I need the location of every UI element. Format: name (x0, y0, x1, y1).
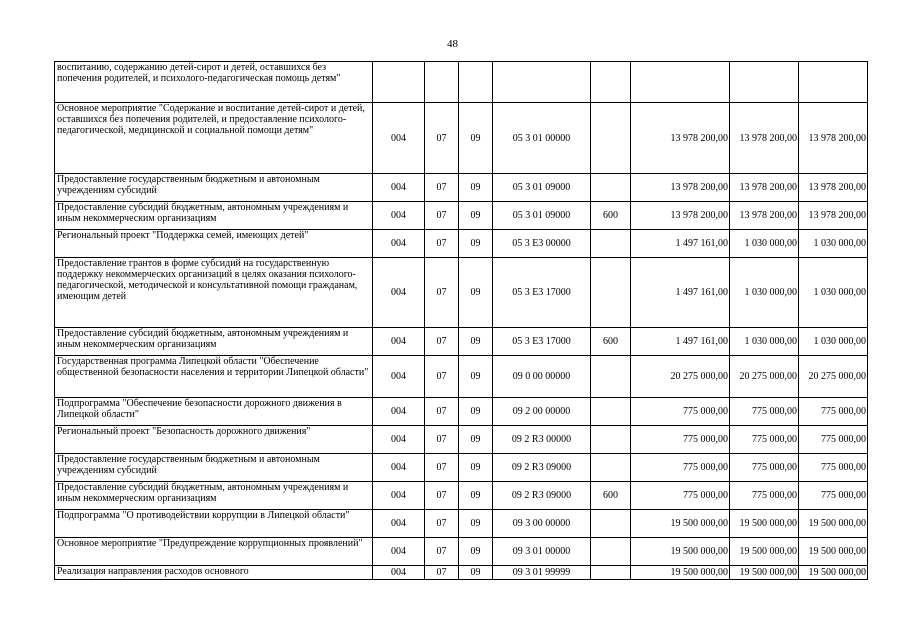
target-article-cell: 09 0 00 00000 (493, 356, 591, 398)
table-row (55, 356, 868, 398)
table-row (55, 328, 868, 356)
target-article-cell (493, 62, 591, 103)
section-code-cell: 07 (425, 328, 459, 356)
expense-type-cell (591, 62, 631, 103)
amount-year1-cell: 775 000,00 (631, 482, 730, 510)
target-article-cell: 09 2 R3 00000 (493, 426, 591, 454)
target-article-cell: 05 3 01 09000 (493, 202, 591, 230)
target-article-cell: 09 2 R3 09000 (493, 454, 591, 482)
table-row (55, 103, 868, 174)
table-row (55, 230, 868, 258)
amount-year3-cell: 775 000,00 (799, 454, 868, 482)
amount-year3-cell: 13 978 200,00 (799, 174, 868, 202)
row-name-cell: Предоставление субсидий бюджетным, автономным учреждениям и иным некоммерческим организациям (55, 202, 373, 230)
amount-year2-cell (730, 62, 799, 103)
admin-code-cell: 004 (373, 510, 425, 538)
expense-type-cell (591, 566, 631, 580)
subsection-code-cell: 09 (459, 103, 493, 174)
target-article-cell: 05 3 01 09000 (493, 174, 591, 202)
subsection-code-cell: 09 (459, 538, 493, 566)
section-code-cell: 07 (425, 538, 459, 566)
amount-year2-cell: 775 000,00 (730, 398, 799, 426)
row-name-cell: Реализация направления расходов основного (55, 566, 373, 580)
amount-year2-cell: 19 500 000,00 (730, 566, 799, 580)
table-row (55, 566, 868, 580)
amount-year2-cell: 1 030 000,00 (730, 258, 799, 328)
subsection-code-cell: 09 (459, 230, 493, 258)
subsection-code-cell: 09 (459, 328, 493, 356)
table-row (55, 482, 868, 510)
expense-type-cell (591, 258, 631, 328)
expense-type-cell (591, 510, 631, 538)
admin-code-cell: 004 (373, 202, 425, 230)
row-name-cell: Предоставление субсидий бюджетным, автономным учреждениям и иным некоммерческим организациям (55, 328, 373, 356)
amount-year2-cell: 13 978 200,00 (730, 174, 799, 202)
expense-type-cell (591, 174, 631, 202)
section-code-cell: 07 (425, 174, 459, 202)
row-name-cell: Предоставление государственным бюджетным и автономным учреждениям субсидий (55, 174, 373, 202)
amount-year3-cell: 20 275 000,00 (799, 356, 868, 398)
row-name-cell: Предоставление грантов в форме субсидий на государственную поддержку некоммерческих организаций в целях оказания психолого-педагогической, методической и консультативной помощи гражданам, имеющим детей (55, 258, 373, 328)
admin-code-cell: 004 (373, 103, 425, 174)
expense-type-cell (591, 426, 631, 454)
target-article-cell: 09 3 01 00000 (493, 538, 591, 566)
amount-year3-cell: 1 030 000,00 (799, 230, 868, 258)
row-name-cell: Подпрограмма "Обеспечение безопасности дорожного движения в Липецкой области" (55, 398, 373, 426)
amount-year1-cell: 19 500 000,00 (631, 510, 730, 538)
amount-year2-cell: 13 978 200,00 (730, 202, 799, 230)
target-article-cell: 05 3 01 00000 (493, 103, 591, 174)
admin-code-cell: 004 (373, 398, 425, 426)
amount-year3-cell: 19 500 000,00 (799, 510, 868, 538)
subsection-code-cell: 09 (459, 356, 493, 398)
amount-year1-cell: 13 978 200,00 (631, 174, 730, 202)
row-name-cell: Предоставление государственным бюджетным и автономным учреждениям субсидий (55, 454, 373, 482)
table-body (55, 62, 868, 580)
subsection-code-cell (459, 62, 493, 103)
expense-type-cell: 600 (591, 328, 631, 356)
expense-type-cell (591, 356, 631, 398)
subsection-code-cell: 09 (459, 202, 493, 230)
amount-year3-cell: 775 000,00 (799, 398, 868, 426)
amount-year1-cell: 19 500 000,00 (631, 566, 730, 580)
admin-code-cell: 004 (373, 538, 425, 566)
budget-table (54, 61, 868, 580)
subsection-code-cell: 09 (459, 482, 493, 510)
row-name-cell: Предоставление субсидий бюджетным, автономным учреждениям и иным некоммерческим организациям (55, 482, 373, 510)
subsection-code-cell: 09 (459, 258, 493, 328)
table-row (55, 62, 868, 103)
section-code-cell: 07 (425, 510, 459, 538)
amount-year1-cell (631, 62, 730, 103)
section-code-cell: 07 (425, 356, 459, 398)
amount-year2-cell: 13 978 200,00 (730, 103, 799, 174)
expense-type-cell (591, 454, 631, 482)
subsection-code-cell: 09 (459, 510, 493, 538)
admin-code-cell: 004 (373, 230, 425, 258)
expense-type-cell: 600 (591, 202, 631, 230)
section-code-cell: 07 (425, 426, 459, 454)
amount-year3-cell: 19 500 000,00 (799, 566, 868, 580)
target-article-cell: 09 2 R3 09000 (493, 482, 591, 510)
amount-year3-cell: 19 500 000,00 (799, 538, 868, 566)
section-code-cell: 07 (425, 482, 459, 510)
row-name-cell: Подпрограмма "О противодействии коррупции в Липецкой области" (55, 510, 373, 538)
amount-year2-cell: 1 030 000,00 (730, 328, 799, 356)
table-row (55, 398, 868, 426)
section-code-cell: 07 (425, 230, 459, 258)
expense-type-cell (591, 230, 631, 258)
amount-year1-cell: 775 000,00 (631, 426, 730, 454)
amount-year1-cell: 775 000,00 (631, 398, 730, 426)
expense-type-cell: 600 (591, 482, 631, 510)
amount-year1-cell: 19 500 000,00 (631, 538, 730, 566)
amount-year1-cell: 13 978 200,00 (631, 202, 730, 230)
admin-code-cell: 004 (373, 356, 425, 398)
table-row (55, 510, 868, 538)
amount-year2-cell: 19 500 000,00 (730, 538, 799, 566)
target-article-cell: 09 3 00 00000 (493, 510, 591, 538)
amount-year3-cell: 1 030 000,00 (799, 258, 868, 328)
amount-year3-cell: 1 030 000,00 (799, 328, 868, 356)
subsection-code-cell: 09 (459, 174, 493, 202)
amount-year1-cell: 13 978 200,00 (631, 103, 730, 174)
table-row (55, 258, 868, 328)
row-name-cell: Основное мероприятие "Содержание и воспитание детей-сирот и детей, оставшихся без попечения родителей, и предоставление психолого-педагогической, медицинской и социальной помощи детям" (55, 103, 373, 174)
admin-code-cell: 004 (373, 328, 425, 356)
amount-year1-cell: 1 497 161,00 (631, 328, 730, 356)
table-row (55, 174, 868, 202)
admin-code-cell: 004 (373, 566, 425, 580)
admin-code-cell: 004 (373, 454, 425, 482)
amount-year1-cell: 775 000,00 (631, 454, 730, 482)
admin-code-cell: 004 (373, 258, 425, 328)
target-article-cell: 05 3 E3 17000 (493, 258, 591, 328)
admin-code-cell (373, 62, 425, 103)
amount-year2-cell: 19 500 000,00 (730, 510, 799, 538)
subsection-code-cell: 09 (459, 426, 493, 454)
target-article-cell: 09 3 01 99999 (493, 566, 591, 580)
amount-year1-cell: 1 497 161,00 (631, 258, 730, 328)
amount-year3-cell (799, 62, 868, 103)
amount-year1-cell: 1 497 161,00 (631, 230, 730, 258)
admin-code-cell: 004 (373, 426, 425, 454)
section-code-cell: 07 (425, 202, 459, 230)
page-number: 48 (447, 38, 458, 50)
table-row (55, 538, 868, 566)
amount-year2-cell: 775 000,00 (730, 426, 799, 454)
row-name-cell: Государственная программа Липецкой области "Обеспечение общественной безопасности населения и территории Липецкой области" (55, 356, 373, 398)
target-article-cell: 05 3 E3 00000 (493, 230, 591, 258)
amount-year3-cell: 13 978 200,00 (799, 202, 868, 230)
row-name-cell: Региональный проект "Безопасность дорожного движения" (55, 426, 373, 454)
section-code-cell (425, 62, 459, 103)
table-row (55, 454, 868, 482)
expense-type-cell (591, 398, 631, 426)
amount-year3-cell: 775 000,00 (799, 426, 868, 454)
expense-type-cell (591, 103, 631, 174)
amount-year2-cell: 775 000,00 (730, 482, 799, 510)
section-code-cell: 07 (425, 398, 459, 426)
row-name-cell: Региональный проект "Поддержка семей, имеющих детей" (55, 230, 373, 258)
table-row (55, 202, 868, 230)
expense-type-cell (591, 538, 631, 566)
amount-year3-cell: 13 978 200,00 (799, 103, 868, 174)
section-code-cell: 07 (425, 103, 459, 174)
subsection-code-cell: 09 (459, 566, 493, 580)
admin-code-cell: 004 (373, 174, 425, 202)
table-row (55, 426, 868, 454)
subsection-code-cell: 09 (459, 398, 493, 426)
row-name-cell: Основное мероприятие "Предупреждение коррупционных проявлений" (55, 538, 373, 566)
section-code-cell: 07 (425, 454, 459, 482)
row-name-cell: воспитанию, содержанию детей-сирот и детей, оставшихся без попечения родителей, и психолого-педагогическая помощь детям" (55, 62, 373, 103)
amount-year3-cell: 775 000,00 (799, 482, 868, 510)
amount-year2-cell: 775 000,00 (730, 454, 799, 482)
amount-year1-cell: 20 275 000,00 (631, 356, 730, 398)
amount-year2-cell: 20 275 000,00 (730, 356, 799, 398)
admin-code-cell: 004 (373, 482, 425, 510)
target-article-cell: 09 2 00 00000 (493, 398, 591, 426)
subsection-code-cell: 09 (459, 454, 493, 482)
amount-year2-cell: 1 030 000,00 (730, 230, 799, 258)
target-article-cell: 05 3 E3 17000 (493, 328, 591, 356)
section-code-cell: 07 (425, 258, 459, 328)
section-code-cell: 07 (425, 566, 459, 580)
